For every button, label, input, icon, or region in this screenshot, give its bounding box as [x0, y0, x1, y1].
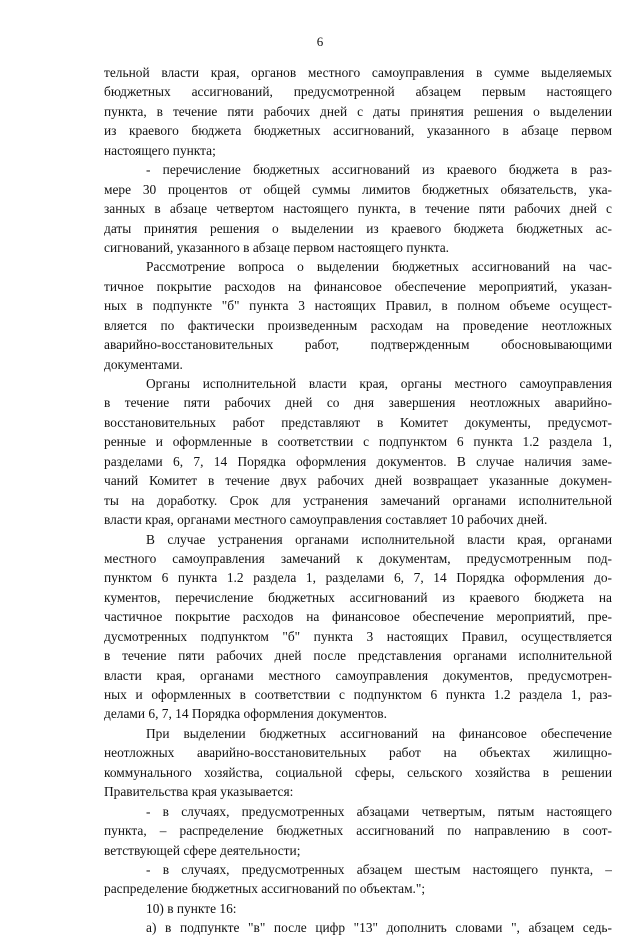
- text-line: Правительства края указывается:: [104, 784, 294, 800]
- text-line: коммунального хозяйства, социальной сферы, сельского хозяйства в решении: [104, 764, 612, 780]
- text-line: При выделении бюджетных ассигнований на финансовое обеспечение: [146, 725, 612, 741]
- text-line: - в случаях, предусмотренных абзацем шестым настоящего пункта, –: [146, 861, 612, 877]
- text-line: кументов, перечисление бюджетных ассигнований из краевого бюджета на: [104, 589, 612, 605]
- text-line: в течение пяти рабочих дней после представления органами исполнительной: [104, 648, 612, 664]
- text-line: местного самоуправления замечаний к документам, предусмотренным под-: [104, 550, 612, 566]
- text-line: частичное покрытие расходов на финансовое обеспечение мероприятий, пре-: [104, 609, 612, 625]
- text-line: чаний Комитет в течение двух рабочих дней возвращает указанные докумен-: [104, 473, 612, 489]
- text-line: даты принятия решения о выделении из краевого бюджета бюджетных ас-: [104, 220, 612, 236]
- text-line: восстановительных работ представляют в Комитет документы, предусмот-: [104, 414, 612, 430]
- text-line: в течение пяти рабочих дней со дня завершения неотложных аварийно-: [104, 395, 612, 411]
- text-line: ных в подпункте "б" пункта 3 настоящих Правил, в полном объеме осущест-: [104, 298, 612, 314]
- text-line: 10) в пункте 16:: [146, 900, 237, 916]
- text-line: распределение бюджетных ассигнований по объектам.";: [104, 881, 426, 897]
- text-line: тельной власти края, органов местного самоуправления в сумме выделяемых: [104, 65, 612, 80]
- text-line: ветствующей сфере деятельности;: [104, 842, 301, 858]
- text-line: власти края, органами местного самоуправления составляет 10 рабочих дней.: [104, 512, 548, 528]
- text-line: бюджетных ассигнований, предусмотренной абзацем первым настоящего: [104, 84, 612, 100]
- text-line: мере 30 процентов от общей суммы лимитов бюджетных обязательств, ука-: [104, 181, 612, 197]
- text-line: занных в абзаце четвертом настоящего пункта, в течение пяти рабочих дней с: [104, 201, 612, 217]
- text-line: ты на доработку. Срок для устранения замечаний органами исполнительной: [104, 492, 612, 508]
- text-line: пункта, – распределение бюджетных ассигнований по направлению в соот-: [104, 823, 612, 839]
- text-line: - перечисление бюджетных ассигнований из краевого бюджета в раз-: [146, 162, 612, 178]
- text-line: пункта, в течение пяти рабочих дней с даты принятия решения о выделении: [104, 103, 612, 119]
- text-line: а) в подпункте "в" после цифр "13" дополнить словами ", абзацем седь-: [146, 920, 612, 936]
- text-line: ных и оформленных в соответствии с подпунктом 6 пункта 1.2 раздела 1, раз-: [104, 687, 612, 702]
- text-line: дусмотренных подпунктом "б" пункта 3 настоящих Правил, осуществляется: [104, 628, 612, 644]
- text-line: документами.: [104, 356, 183, 372]
- text-line: неотложных аварийно-восстановительных работ на объектах жилищно-: [104, 745, 612, 761]
- text-line: делами 6, 7, 14 Порядка оформления документов.: [104, 706, 387, 722]
- text-line: пунктом 6 пункта 1.2 раздела 1, разделами 6, 7, 14 Порядка оформления до-: [104, 570, 612, 586]
- text-line: Рассмотрение вопроса о выделении бюджетных ассигнований на час-: [146, 259, 612, 275]
- text-line: - в случаях, предусмотренных абзацами четвертым, пятым настоящего: [146, 803, 612, 819]
- text-line: настоящего пункта;: [104, 142, 216, 158]
- text-line: сигнований, указанного в абзаце первом настоящего пункта.: [104, 239, 450, 255]
- text-line: аварийно-восстановительных работ, подтвержденным обосновывающими: [104, 337, 612, 353]
- text-line: из краевого бюджета бюджетных ассигнований, указанного в абзаце первом: [104, 123, 612, 139]
- text-line: власти края, органами местного самоуправления документов, предусмотрен-: [104, 667, 612, 683]
- text-line: тичное покрытие расходов на финансовое обеспечение мероприятий, указан-: [104, 278, 612, 294]
- document-body: [104, 63, 612, 938]
- text-line: вляется по фактически произведенным расходам на проведение неотложных: [104, 317, 612, 333]
- text-line: ренные и оформленные в соответствии с подпунктом 6 пункта 1.2 раздела 1,: [104, 434, 612, 450]
- text-line: разделами 6, 7, 14 Порядка оформления документов. В случае наличия заме-: [104, 453, 612, 469]
- page-number: 6: [316, 34, 324, 49]
- text-line: Органы исполнительной власти края, органы местного самоуправления: [146, 376, 612, 391]
- text-line: В случае устранения органами исполнительной власти края, органами: [146, 531, 612, 547]
